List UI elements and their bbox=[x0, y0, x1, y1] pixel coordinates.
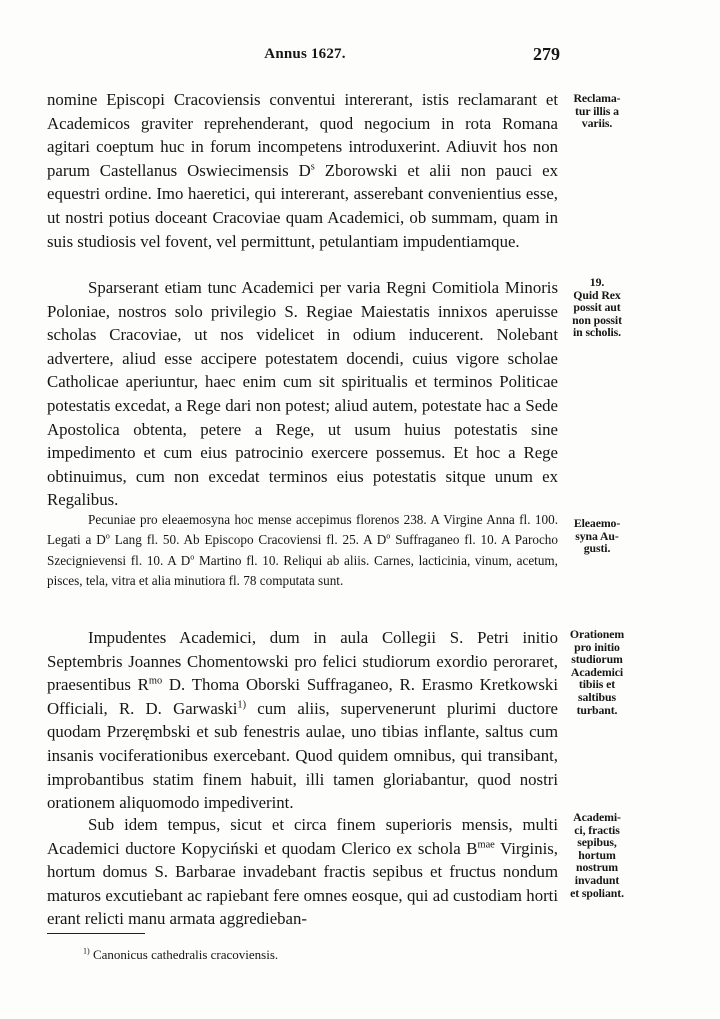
margin-note-line: tibiis et bbox=[578, 677, 616, 692]
margin-note-number: 19. bbox=[589, 275, 605, 289]
paragraph-5 bbox=[47, 813, 558, 931]
margin-note-line: non possit bbox=[572, 312, 622, 327]
margin-note-line: in scholis. bbox=[572, 325, 622, 340]
margin-note-line: studiorum bbox=[571, 652, 623, 667]
margin-note-line: ci, fractis bbox=[574, 822, 620, 837]
superscript-s: s bbox=[310, 161, 315, 173]
superscript-o-1: o bbox=[105, 531, 110, 541]
superscript-o-2: o bbox=[386, 531, 391, 541]
margin-note-line: et spoliant. bbox=[570, 885, 624, 900]
margin-note-4 bbox=[562, 628, 632, 716]
superscript-mae: mae bbox=[477, 839, 495, 850]
margin-note-line: pro initio bbox=[574, 639, 620, 654]
p3-text-b: Lang fl. 50. Ab Episcopo Cracoviensi fl. 25. A D bbox=[109, 532, 387, 548]
margin-note-2 bbox=[562, 276, 632, 339]
margin-note-line: saltibus bbox=[578, 689, 616, 704]
margin-note-3 bbox=[562, 517, 632, 555]
margin-note-line: Reclama- bbox=[573, 91, 621, 105]
margin-note-line: nostrum bbox=[576, 860, 618, 875]
margin-note-line: Academi- bbox=[573, 810, 621, 824]
margin-note-line: Quid Rex bbox=[573, 287, 621, 302]
p3-text-d: Martino fl. 10. Reliqui ab aliis. Carnes, lacticinia, vinum, acetum, pisces, tela, vitra et alia minutiora fl. 78 computata sunt. bbox=[47, 552, 558, 588]
margin-note-line: invadunt bbox=[574, 872, 620, 887]
margin-note-line: tur illis a bbox=[575, 103, 619, 118]
p5-text-a: Sub idem tempus, sicut et circa finem superioris mensis, multi Academici ductore Kopyciński et quodam Clerico ex schola B bbox=[47, 815, 558, 858]
margin-note-line: possit aut bbox=[573, 300, 621, 315]
superscript-mo: mo bbox=[148, 675, 163, 687]
margin-note-line: Orationem bbox=[569, 627, 625, 641]
paragraph-1-text-a: nomine Episcopi Cracoviensis conventui intererant, istis reclamarant et Academicos graviter reprehenderant, quod negocium in rota Romana agitari coeptum huc in forum incompetens introduxerint. Adiuvit hos non parum Castellanus Oswiecimensis D bbox=[47, 90, 558, 180]
p5-text-b: Virginis, hortum domus S. Barbarae invadebant fractis sepibus et fructus nondum maturos excutiebant ac rapiebant fere omnes eosque, qui ad custodiam horti erant relicti manu armata aggredieban- bbox=[47, 838, 558, 929]
paragraph-4 bbox=[47, 626, 558, 815]
footnote-text: Canonicus cathedralis cracoviensis. bbox=[89, 947, 279, 962]
footnote-reference: 1) bbox=[237, 699, 247, 711]
footnote-divider bbox=[47, 933, 145, 934]
margin-note-line: turbant. bbox=[576, 702, 618, 717]
page-number: 279 bbox=[533, 44, 560, 64]
margin-note-line: hortum bbox=[578, 847, 616, 862]
footnote-marker: 1) bbox=[83, 946, 90, 956]
paragraph-1 bbox=[47, 88, 558, 253]
paragraph-2: Sparserant etiam tunc Academici per varia Regni Comitiola Minoris Poloniae, nostros solo privilegio S. Regiae Maiestatis innixos aperuisse scholas Cracoviae, ut nos videlicet in odium inducerent. Nolebant advertere, aliud esse accipere potestatem docendi, cuius vigore scholae Catholicae aperiuntur, haec enim cum sit spiritualis et terminos Politicae potestatis excedat, a Rege dari non potest; aliud autem, potestate hac a Sede Apostolica obtenta, petere a Rege, ut usum huius potestatis sine impedimento et cum eius patrocinio exercere possemus. Et hoc a Rege obtinuimus, cum non excedat terminos eius potestatis sitque unum ex Regalibus. bbox=[47, 278, 558, 510]
p3-text-c: Suffraganeo fl. 10. A Parocho Szecignievensi fl. 10. A D bbox=[47, 532, 558, 568]
margin-note-line: syna Au- bbox=[575, 528, 619, 543]
margin-note-line: variis. bbox=[581, 116, 613, 131]
margin-note-line: sepibus, bbox=[577, 835, 617, 850]
paragraph-1-text-b: Zborowski et alii non pauci ex equestri ordine. Imo haeretici, qui intererant, asserebant convenientius esse, ut nostri potius doceant Cracoviae quam Academici, ob summam, quam in suis studiosis vel fovent, vel permittunt, petulantiam impudentiamque. bbox=[47, 160, 558, 251]
margin-note-line: gusti. bbox=[583, 541, 611, 556]
paragraph-3-small-print bbox=[47, 510, 558, 591]
running-header-title: Annus 1627. bbox=[264, 46, 346, 62]
p4-text-b: D. Thoma Oborski Suffraganeo, R. Erasmo Kretkowski Officiali, R. D. Garwaski bbox=[47, 675, 558, 718]
footnote bbox=[83, 947, 278, 963]
margin-note-5 bbox=[562, 811, 632, 899]
margin-note-line: Eleaemo- bbox=[573, 516, 621, 530]
superscript-o-3: o bbox=[190, 552, 195, 562]
margin-note-line: Academici bbox=[570, 664, 624, 679]
p4-text-a: Impudentes Academici, dum in aula Collegii S. Petri initio Septembris Joannes Chomentowski pro felici studiorum exordio peroraret, praesentibus R bbox=[47, 628, 558, 695]
p4-text-c: cum aliis, supervenerunt plurimi ductore quodam Przeręmbski et sub fenestris aulae, uno tibias inflante, saltus cum insanis vociferationibus exercebant. Quod quidem omnibus, qui transibant, improbantibus statim finem habuit, illi tamen gloriabantur, quod nostri orationem aliquomodo impediverint. bbox=[47, 698, 558, 813]
p3-text-a: Pecuniae pro eleaemosyna hoc mense accepimus florenos 238. A Virgine Anna fl. 100. Legati a D bbox=[47, 512, 558, 548]
margin-note-1 bbox=[562, 92, 632, 130]
